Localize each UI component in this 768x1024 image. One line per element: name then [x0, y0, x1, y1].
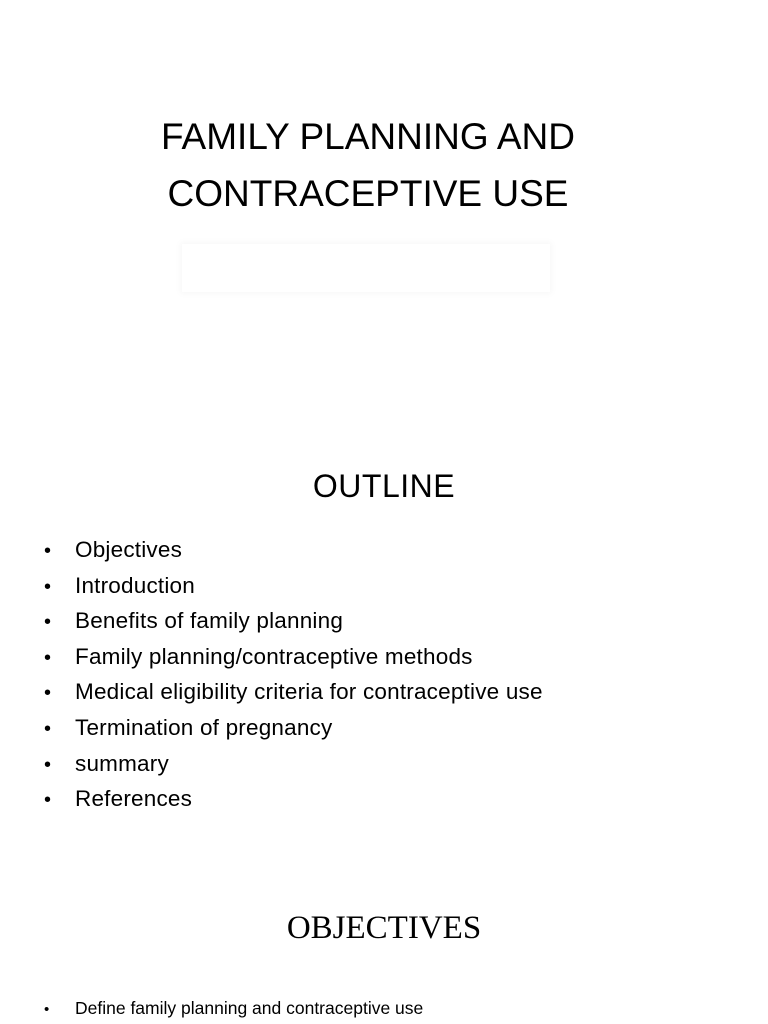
outline-slide [0, 430, 768, 840]
title-line-1: FAMILY PLANNING AND [161, 116, 575, 157]
bullet-icon: • [44, 540, 52, 562]
objectives-list [44, 995, 423, 1023]
bullet-icon: • [44, 717, 52, 740]
objectives-slide [0, 840, 768, 1024]
list-item [44, 995, 423, 1023]
list-item-text: Family planning/contraceptive methods [75, 643, 473, 669]
list-item [44, 675, 543, 711]
outline-title: OUTLINE [312, 468, 456, 504]
list-item-text: Medical eligibility criteria for contraceptive use [75, 679, 543, 705]
list-item [44, 747, 543, 783]
list-item-text: Objectives [75, 537, 183, 562]
title-slide [0, 0, 768, 430]
subtitle-placeholder [182, 244, 550, 292]
list-item [44, 711, 543, 747]
bullet-icon: • [44, 646, 52, 669]
bullet-icon: • [44, 682, 52, 705]
list-item-text: summary [75, 750, 169, 776]
bullet-icon: • [44, 789, 52, 812]
list-item [44, 569, 543, 605]
list-item-text: References [75, 786, 193, 812]
list-item-text: Introduction [75, 572, 195, 598]
outline-list [44, 533, 543, 818]
list-item-text: Termination of pregnancy [75, 714, 333, 740]
title-line-2: CONTRACEPTIVE USE [167, 173, 569, 214]
bullet-icon: • [44, 753, 52, 776]
list-item [44, 604, 543, 640]
list-item [44, 533, 543, 569]
bullet-icon: • [44, 611, 52, 634]
list-item-text: Define family planning and contraceptive use [75, 998, 424, 1018]
presentation-title [0, 108, 736, 222]
bullet-icon: • [44, 575, 52, 598]
list-item [44, 782, 543, 818]
objectives-title: OBJECTIVES [286, 910, 482, 946]
list-item [44, 640, 543, 676]
list-item-text: Benefits of family planning [75, 608, 344, 634]
bullet-icon: • [44, 1001, 50, 1018]
